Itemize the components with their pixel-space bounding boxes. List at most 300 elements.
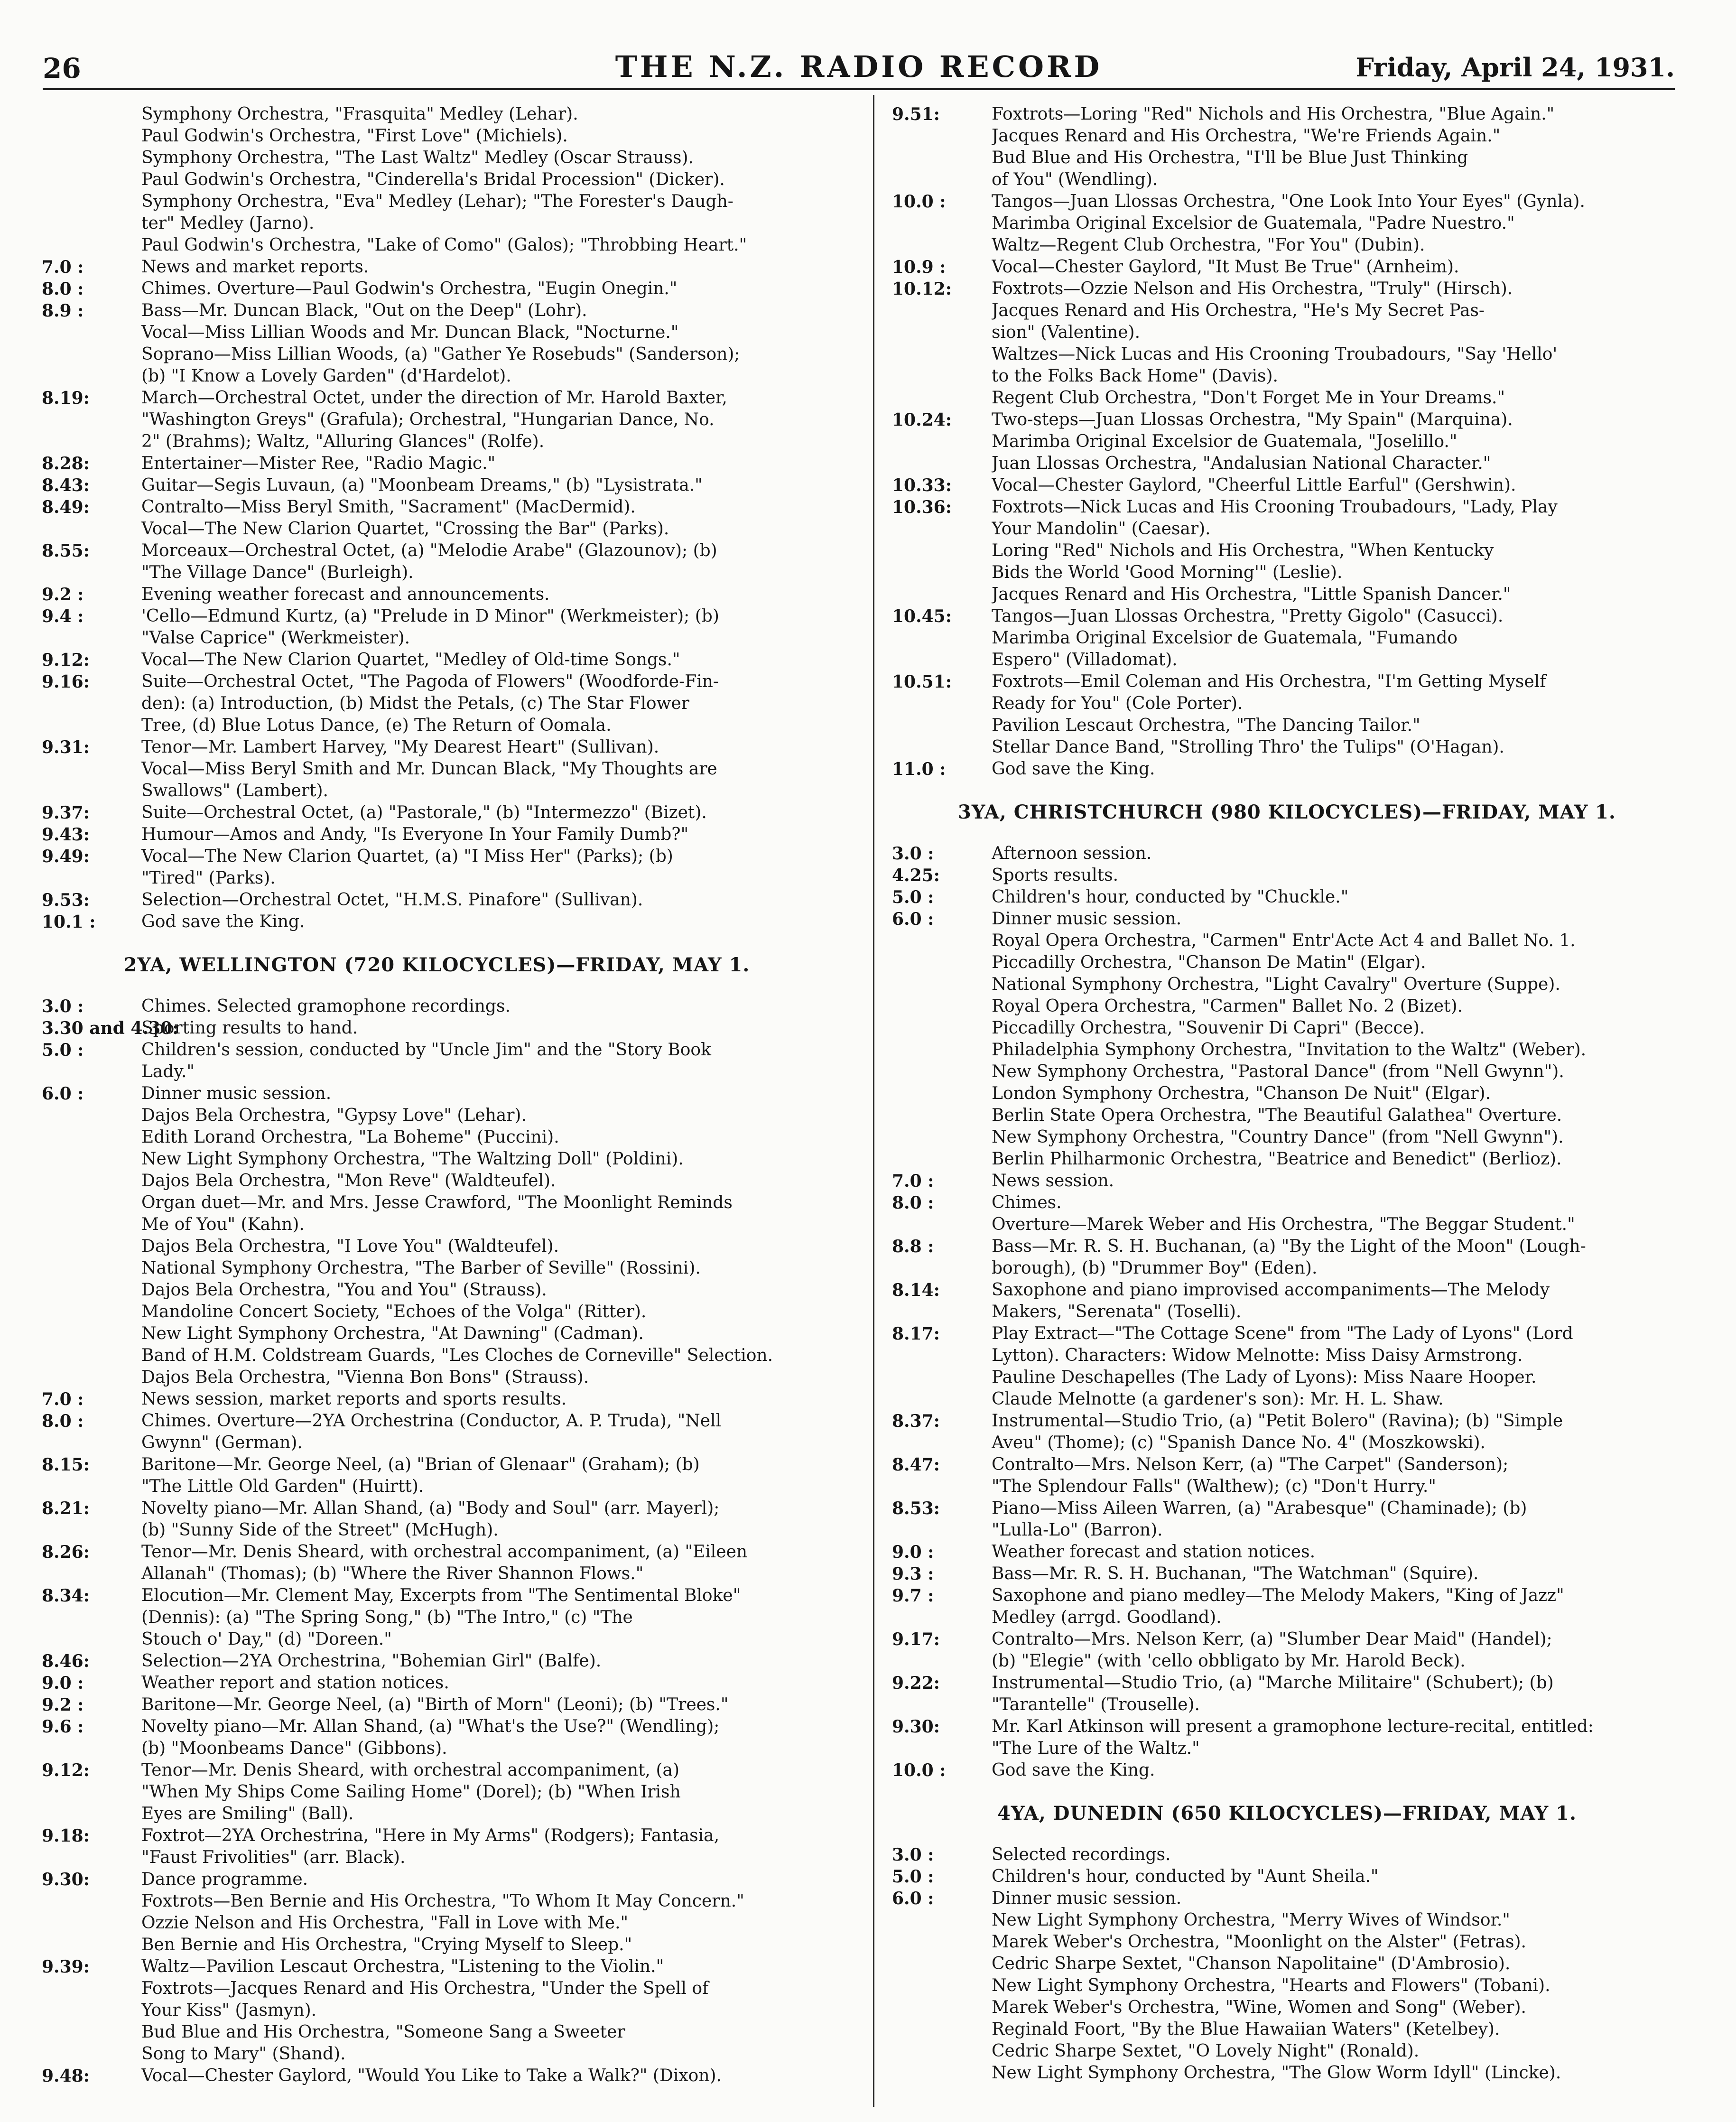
entry-line: London Symphony Orchestra, "Chanson De Nuit" (Elgar). <box>992 1084 1491 1103</box>
programme-entry <box>42 1083 832 1388</box>
entry-time: 10.36: <box>892 497 952 517</box>
programme-entry <box>892 758 1682 780</box>
entry-line: Afternoon session. <box>992 844 1152 863</box>
entry-line: (b) "Elegie" (with 'cello obbligato by Mr. Harold Beck). <box>992 1651 1466 1671</box>
entry-time: 9.53: <box>42 890 90 910</box>
entry-line: God save the King. <box>141 912 305 931</box>
entry-line: Contralto—Mrs. Nelson Kerr, (a) "The Carpet" (Sanderson); <box>992 1455 1509 1474</box>
entry-line: "The Little Old Garden" (Huirtt). <box>141 1477 424 1496</box>
programme-entry <box>42 736 832 802</box>
entry-time: 8.49: <box>42 497 90 517</box>
entry-line: Children's hour, conducted by "Aunt Sheila." <box>992 1867 1379 1886</box>
entry-line: Dinner music session. <box>141 1084 332 1103</box>
programme-entry <box>892 1410 1682 1454</box>
entry-line: Pavilion Lescaut Orchestra, "The Dancing Tailor." <box>992 716 1420 735</box>
entry-time: 3.30 and 4.30: <box>42 1018 179 1038</box>
entry-line: Swallows" (Lambert). <box>141 781 328 800</box>
entry-line: New Light Symphony Orchestra, "Merry Wives of Windsor." <box>992 1910 1510 1930</box>
right-column <box>892 103 1682 2084</box>
entry-line: Vocal—Chester Gaylord, "Cheerful Little Earful" (Gershwin). <box>992 475 1516 495</box>
entry-line: News session, market reports and sports results. <box>141 1389 567 1409</box>
entry-line: New Symphony Orchestra, "Country Dance" (from "Nell Gwynn"). <box>992 1127 1564 1147</box>
entry-line: Paul Godwin's Orchestra, "Lake of Como" (Galos); "Throbbing Heart." <box>141 235 747 255</box>
entry-line: Dajos Bela Orchestra, "Vienna Bon Bons" (Strauss). <box>141 1368 589 1387</box>
entry-line: Vocal—The New Clarion Quartet, "Medley of Old-time Songs." <box>141 650 680 670</box>
entry-line: News session. <box>992 1171 1114 1191</box>
entry-line: Cedric Sharpe Sextet, "O Lovely Night" (Ronald). <box>992 2041 1420 2061</box>
programme-entry <box>42 1956 832 2065</box>
programme-entry <box>892 671 1682 758</box>
entry-time: 8.34: <box>42 1586 90 1606</box>
entry-line: Tree, (d) Blue Lotus Dance, (e) The Return of Oomala. <box>141 716 612 735</box>
entry-line: Gwynn" (German). <box>141 1433 303 1452</box>
entry-line: Evening weather forecast and announcements. <box>141 585 550 604</box>
entry-line: Weather forecast and station notices. <box>992 1542 1316 1562</box>
entry-time: 9.2 : <box>42 1695 84 1715</box>
entry-line: Elocution—Mr. Clement May, Excerpts from "The Sentimental Bloke" <box>141 1586 741 1605</box>
programme-entry <box>892 1866 1682 1888</box>
programme-entry <box>892 1585 1682 1629</box>
entry-line: "The Lure of the Waltz." <box>992 1739 1200 1758</box>
programme-entry <box>42 1759 832 1825</box>
entry-time: 9.49: <box>42 847 90 866</box>
entry-line: Your Mandolin" (Caesar). <box>992 519 1211 539</box>
entry-line: Philadelphia Symphony Orchestra, "Invitation to the Waltz" (Weber). <box>992 1040 1587 1060</box>
entry-line: "Faust Frivolities" (arr. Black). <box>141 1848 406 1867</box>
publication-title: THE N.Z. RADIO RECORD <box>615 49 1103 84</box>
entry-line: Suite—Orchestral Octet, (a) "Pastorale," (b) "Intermezzo" (Bizet). <box>141 803 707 822</box>
entry-line: Suite—Orchestral Octet, "The Pagoda of Flowers" (Woodforde-Fin- <box>141 672 719 691</box>
entry-line: "Valse Caprice" (Werkmeister). <box>141 628 410 648</box>
entry-line: Vocal—The New Clarion Quartet, (a) "I Miss Her" (Parks); (b) <box>141 847 673 866</box>
entry-line: Morceaux—Orchestral Octet, (a) "Melodie Arabe" (Glazounov); (b) <box>141 541 717 560</box>
entry-time: 8.46: <box>42 1651 90 1671</box>
programme-entry <box>42 1672 832 1694</box>
entry-line: Dinner music session. <box>992 909 1182 929</box>
programme-entry <box>42 1498 832 1541</box>
entry-line: "Tired" (Parks). <box>141 868 276 888</box>
programme-entry <box>892 843 1682 865</box>
programme-entry <box>892 256 1682 278</box>
entry-line: Piano—Miss Aileen Warren, (a) "Arabesque" (Chaminade); (b) <box>992 1498 1527 1518</box>
entry-line: Children's session, conducted by "Uncle Jim" and the "Story Book <box>141 1040 711 1060</box>
entry-line: Mandoline Concert Society, "Echoes of the Volga" (Ritter). <box>141 1302 647 1322</box>
entry-time: 8.21: <box>42 1498 90 1518</box>
entry-line: National Symphony Orchestra, "The Barber of Seville" (Rossini). <box>141 1258 701 1278</box>
entry-time: 9.17: <box>892 1629 940 1649</box>
entry-time: 9.12: <box>42 1760 90 1780</box>
programme-entry <box>42 475 832 496</box>
entry-line: Chimes. Overture—Paul Godwin's Orchestra, "Eugin Onegin." <box>141 279 678 298</box>
entry-time: 6.0 : <box>892 1889 934 1908</box>
entry-line: (b) "Moonbeams Dance" (Gibbons). <box>141 1739 447 1758</box>
entry-line: "Lulla-Lo" (Barron). <box>992 1520 1163 1540</box>
entry-time: 4.25: <box>892 866 940 885</box>
entry-line: Baritone—Mr. George Neel, (a) "Birth of Morn" (Leoni); (b) "Trees." <box>141 1695 729 1714</box>
programme-entry <box>892 865 1682 886</box>
entry-time: 7.0 : <box>42 1389 84 1409</box>
entry-line: New Symphony Orchestra, "Pastoral Dance" (from "Nell Gwynn"). <box>992 1062 1564 1081</box>
entry-line: Marek Weber's Orchestra, "Wine, Women and Song" (Weber). <box>992 1998 1527 2017</box>
programme-entry <box>42 1017 832 1039</box>
entry-time: 9.18: <box>42 1826 90 1846</box>
entry-time: 7.0 : <box>42 257 84 277</box>
entry-line: Stouch o' Day," (d) "Doreen." <box>141 1629 392 1649</box>
entry-time: 10.1 : <box>42 912 96 932</box>
entry-line: Tenor—Mr. Denis Sheard, with orchestral accompaniment, (a) <box>141 1760 679 1780</box>
entry-line: Foxtrots—Ben Bernie and His Orchestra, "To Whom It May Concern." <box>141 1891 744 1911</box>
entry-line: Edith Lorand Orchestra, "La Boheme" (Puccini). <box>141 1127 559 1147</box>
entry-line: Weather report and station notices. <box>141 1673 449 1693</box>
entry-time: 8.0 : <box>42 279 84 299</box>
entry-line: Foxtrot—2YA Orchestrina, "Here in My Arms" (Rodgers); Fantasia, <box>141 1826 720 1845</box>
programme-entry <box>42 278 832 300</box>
entry-time: 8.37: <box>892 1411 940 1431</box>
entry-line: Soprano—Miss Lillian Woods, (a) "Gather Ye Rosebuds" (Sanderson); <box>141 344 740 364</box>
programme-entry <box>892 1170 1682 1192</box>
entry-line: Me of You" (Kahn). <box>141 1215 305 1234</box>
entry-line: Waltzes—Nick Lucas and His Crooning Troubadours, "Say 'Hello' <box>992 344 1558 364</box>
entry-time: 9.48: <box>42 2066 90 2086</box>
entry-line: March—Orchestral Octet, under the direction of Mr. Harold Baxter, <box>141 388 727 408</box>
entry-time: 9.39: <box>42 1957 90 1977</box>
entry-line: Medley (arrgd. Goodland). <box>992 1608 1222 1627</box>
programme-entry <box>892 1498 1682 1541</box>
entry-time: 10.0 : <box>892 1760 946 1780</box>
entry-line: Marimba Original Excelsior de Guatemala, "Joselillo." <box>992 432 1457 451</box>
entry-line: 'Cello—Edmund Kurtz, (a) "Prelude in D Minor" (Werkmeister); (b) <box>141 606 719 626</box>
entry-line: Symphony Orchestra, "The Last Waltz" Medley (Oscar Strauss). <box>141 148 694 168</box>
entry-time: 8.26: <box>42 1542 90 1562</box>
entry-time: 5.0 : <box>892 1867 934 1887</box>
programme-entry <box>42 1716 832 1759</box>
programme-entry <box>892 1236 1682 1279</box>
entry-line: Play Extract—"The Cottage Scene" from "The Lady of Lyons" (Lord <box>992 1324 1573 1343</box>
programme-entry <box>892 1844 1682 1866</box>
programme-entry <box>42 300 832 387</box>
entry-line: Waltz—Pavilion Lescaut Orchestra, "Listening to the Violin." <box>141 1957 664 1976</box>
entry-time: 8.8 : <box>892 1237 934 1256</box>
entry-line: "The Splendour Falls" (Walthew); (c) "Don't Hurry." <box>992 1477 1436 1496</box>
entry-line: Vocal—Miss Lillian Woods and Mr. Duncan Black, "Nocturne." <box>141 323 679 342</box>
programme-entry <box>892 1759 1682 1781</box>
programme-entry <box>42 540 832 584</box>
entry-time: 9.12: <box>42 650 90 670</box>
entry-line: "Washington Greys" (Grafula); Orchestral, "Hungarian Dance, No. <box>141 410 715 429</box>
entry-line: Dajos Bela Orchestra, "You and You" (Strauss). <box>141 1280 547 1300</box>
entry-time: 9.6 : <box>42 1717 84 1737</box>
programme-entry <box>892 908 1682 1170</box>
entry-line: Claude Melnotte (a gardener's son): Mr. H. L. Shaw. <box>992 1389 1444 1409</box>
entry-time: 8.47: <box>892 1455 940 1475</box>
entry-line: Dajos Bela Orchestra, "Mon Reve" (Waldteufel). <box>141 1171 556 1191</box>
entry-time: 9.37: <box>42 803 90 823</box>
entry-line: Foxtrots—Emil Coleman and His Orchestra, "I'm Getting Myself <box>992 672 1546 691</box>
entry-time: 10.0 : <box>892 192 946 212</box>
programme-entry <box>42 911 832 933</box>
programme-entry <box>42 584 832 605</box>
entry-line: Novelty piano—Mr. Allan Shand, (a) "What's the Use?" (Wendling); <box>141 1717 720 1736</box>
entry-line: Tenor—Mr. Denis Sheard, with orchestral accompaniment, (a) "Eileen <box>141 1542 748 1562</box>
entry-line: Symphony Orchestra, "Frasquita" Medley (Lehar). <box>141 104 578 124</box>
entry-line: Band of H.M. Coldstream Guards, "Les Cloches de Corneville" Selection. <box>141 1346 773 1365</box>
entry-line: Novelty piano—Mr. Allan Shand, (a) "Body and Soul" (arr. Mayerl); <box>141 1498 720 1518</box>
programme-entry <box>42 1585 832 1650</box>
entry-line: Stellar Dance Band, "Strolling Thro' the Tulips" (O'Hagan). <box>992 737 1504 757</box>
entry-line: Selected recordings. <box>992 1845 1171 1864</box>
programme-entry <box>42 2065 832 2087</box>
entry-time: 11.0 : <box>892 759 946 779</box>
programme-entry <box>892 409 1682 475</box>
entry-line: Saxophone and piano improvised accompaniments—The Melody <box>992 1280 1550 1300</box>
entry-line: Waltz—Regent Club Orchestra, "For You" (Dubin). <box>992 235 1425 255</box>
page-header <box>43 46 1675 90</box>
entry-line: Bud Blue and His Orchestra, "Someone Sang a Sweeter <box>141 2022 625 2042</box>
entry-line: Dajos Bela Orchestra, "Gypsy Love" (Lehar). <box>141 1106 527 1125</box>
entry-line: Children's hour, conducted by "Chuckle." <box>992 887 1349 907</box>
station-heading: 3YA, CHRISTCHURCH (980 KILOCYCLES)—FRIDAY, MAY 1. <box>958 801 1616 823</box>
programme-entry <box>892 605 1682 671</box>
entry-time: 9.31: <box>42 737 90 757</box>
entry-time: 9.30: <box>42 1870 90 1889</box>
entry-line: Foxtrots—Jacques Renard and His Orchestra, "Under the Spell of <box>141 1979 709 1998</box>
entry-time: 9.3 : <box>892 1564 934 1584</box>
entry-line: Piccadilly Orchestra, "Souvenir Di Capri" (Becce). <box>992 1018 1425 1038</box>
issue-date: Friday, April 24, 1931. <box>1355 52 1675 83</box>
entry-time: 6.0 : <box>892 909 934 929</box>
entry-line: Bud Blue and His Orchestra, "I'll be Blue Just Thinking <box>992 148 1468 168</box>
programme-entry <box>892 496 1682 605</box>
entry-line: Dance programme. <box>141 1870 308 1889</box>
entry-line: News and market reports. <box>141 257 369 277</box>
entry-line: Aveu" (Thome); (c) "Spanish Dance No. 4" (Moszkowski). <box>992 1433 1485 1452</box>
entry-line: Makers, "Serenata" (Toselli). <box>992 1302 1242 1322</box>
entry-line: Bids the World 'Good Morning'" (Leslie). <box>992 563 1343 582</box>
station-heading: 4YA, DUNEDIN (650 KILOCYCLES)—FRIDAY, MAY 1. <box>997 1802 1577 1824</box>
programme-entry <box>892 191 1682 256</box>
entry-line: Jacques Renard and His Orchestra, "We're Friends Again." <box>992 126 1501 146</box>
programme-entry <box>892 1563 1682 1585</box>
entry-line: borough), (b) "Drummer Boy" (Eden). <box>992 1258 1318 1278</box>
entry-line: "The Village Dance" (Burleigh). <box>141 563 414 582</box>
entry-line: Foxtrots—Loring "Red" Nichols and His Orchestra, "Blue Again." <box>992 104 1555 124</box>
programme-entry <box>42 256 832 278</box>
programme-entry <box>42 1694 832 1716</box>
entry-line: Contralto—Mrs. Nelson Kerr, (a) "Slumber Dear Maid" (Handel); <box>992 1629 1552 1649</box>
entry-time: 8.53: <box>892 1498 940 1518</box>
entry-line: Regent Club Orchestra, "Don't Forget Me in Your Dreams." <box>992 388 1505 408</box>
entry-line: "Tarantelle" (Trouselle). <box>992 1695 1200 1714</box>
entry-line: Ozzie Nelson and His Orchestra, "Fall in Love with Me." <box>141 1913 629 1933</box>
programme-entry <box>892 475 1682 496</box>
programme-entry <box>892 1541 1682 1563</box>
entry-line: Two-steps—Juan Llossas Orchestra, "My Spain" (Marquina). <box>992 410 1513 429</box>
entry-line: Overture—Marek Weber and His Orchestra, "The Beggar Student." <box>992 1215 1575 1234</box>
entry-time: 8.43: <box>42 475 90 495</box>
entry-time: 9.7 : <box>892 1586 934 1606</box>
entry-line: of You" (Wendling). <box>992 170 1158 189</box>
entry-line: Baritone—Mr. George Neel, (a) "Brian of Glenaar" (Graham); (b) <box>141 1455 700 1474</box>
programme-entry <box>42 649 832 671</box>
entry-time: 3.0 : <box>42 996 84 1016</box>
entry-time: 10.9 : <box>892 257 946 277</box>
entry-line: Jacques Renard and His Orchestra, "He's My Secret Pas- <box>992 301 1485 320</box>
entry-line: Entertainer—Mister Ree, "Radio Magic." <box>141 454 496 473</box>
programme-entry <box>42 802 832 824</box>
entry-line: Allanah" (Thomas); (b) "Where the River Shannon Flows." <box>141 1564 644 1583</box>
programme-entry <box>42 824 832 846</box>
entry-line: Bass—Mr. R. S. H. Buchanan, (a) "By the Light of the Moon" (Lough- <box>992 1237 1586 1256</box>
entry-line: Lady." <box>141 1062 195 1081</box>
programme-entry <box>42 1039 832 1083</box>
programme-entry <box>42 889 832 911</box>
entry-line: Contralto—Miss Beryl Smith, "Sacrament" (MacDermid). <box>141 497 636 517</box>
programme-entry <box>42 1388 832 1410</box>
entry-time: 6.0 : <box>42 1084 84 1104</box>
entry-time: 8.15: <box>42 1455 90 1475</box>
entry-time: 3.0 : <box>892 1845 934 1865</box>
entry-line: New Light Symphony Orchestra, "At Dawning" (Cadman). <box>141 1324 644 1343</box>
entry-time: 5.0 : <box>892 887 934 907</box>
programme-entry <box>42 1410 832 1454</box>
entry-time: 9.2 : <box>42 585 84 605</box>
entry-line: Sports results. <box>992 866 1119 885</box>
entry-line: Tangos—Juan Llossas Orchestra, "One Look Into Your Eyes" (Gynla). <box>992 192 1585 211</box>
entry-line: Paul Godwin's Orchestra, "First Love" (Michiels). <box>141 126 568 146</box>
programme-entry <box>42 496 832 540</box>
programme-entry <box>42 846 832 889</box>
entry-line: (b) "Sunny Side of the Street" (McHugh). <box>141 1520 499 1540</box>
entry-line: Reginald Foort, "By the Blue Hawaiian Waters" (Ketelbey). <box>992 2020 1500 2039</box>
entry-time: 8.55: <box>42 541 90 561</box>
programme-entry <box>42 387 832 453</box>
programme-entry <box>42 1541 832 1585</box>
entry-line: Loring "Red" Nichols and His Orchestra, "When Kentucky <box>992 541 1494 560</box>
programme-entry <box>892 1672 1682 1716</box>
entry-line: Chimes. <box>992 1193 1062 1212</box>
entry-line: Symphony Orchestra, "Eva" Medley (Lehar); "The Forester's Daugh- <box>141 192 733 211</box>
programme-entry <box>892 1888 1682 2084</box>
entry-line: sion" (Valentine). <box>992 323 1141 342</box>
entry-time: 9.0 : <box>42 1673 84 1693</box>
column-divider <box>873 95 874 2107</box>
entry-time: 9.0 : <box>892 1542 934 1562</box>
programme-entry <box>42 453 832 475</box>
entry-line: Instrumental—Studio Trio, (a) "Marche Militaire" (Schubert); (b) <box>992 1673 1554 1693</box>
programme-entry <box>42 1825 832 1869</box>
programme-entry <box>42 103 832 256</box>
entry-line: New Light Symphony Orchestra, "The Glow Worm Idyll" (Lincke). <box>992 2063 1561 2083</box>
programme-entry <box>42 996 832 1017</box>
entry-line: Tangos—Juan Llossas Orchestra, "Pretty Gigolo" (Casucci). <box>992 606 1504 626</box>
programme-entry <box>42 605 832 649</box>
programme-entry <box>42 1869 832 1956</box>
entry-line: Eyes are Smiling" (Ball). <box>141 1804 354 1824</box>
entry-time: 10.45: <box>892 606 952 626</box>
entry-line: Humour—Amos and Andy, "Is Everyone In Your Family Dumb?" <box>141 825 689 844</box>
entry-time: 10.33: <box>892 475 952 495</box>
entry-line: Marek Weber's Orchestra, "Moonlight on the Alster" (Fetras). <box>992 1932 1526 1952</box>
programme-entry <box>42 671 832 736</box>
entry-time: 9.43: <box>42 825 90 845</box>
entry-time: 8.0 : <box>892 1193 934 1213</box>
programme-entry <box>892 1454 1682 1498</box>
entry-line: Selection—Orchestral Octet, "H.M.S. Pinafore" (Sullivan). <box>141 890 643 910</box>
entry-time: 8.0 : <box>42 1411 84 1431</box>
entry-line: Royal Opera Orchestra, "Carmen" Entr'Acte Act 4 and Ballet No. 1. <box>992 931 1576 950</box>
entry-time: 8.17: <box>892 1324 940 1344</box>
entry-time: 9.22: <box>892 1673 940 1693</box>
entry-line: God save the King. <box>992 1760 1155 1780</box>
entry-line: Paul Godwin's Orchestra, "Cinderella's Bridal Procession" (Dicker). <box>141 170 725 189</box>
entry-line: Chimes. Selected gramophone recordings. <box>141 996 511 1016</box>
entry-line: (Dennis): (a) "The Spring Song," (b) "The Intro," (c) "The <box>141 1608 633 1627</box>
programme-entry <box>892 1192 1682 1236</box>
entry-time: 10.12: <box>892 279 952 299</box>
entry-line: Bass—Mr. Duncan Black, "Out on the Deep" (Lohr). <box>141 301 587 320</box>
entry-line: Foxtrots—Ozzie Nelson and His Orchestra, "Truly" (Hirsch). <box>992 279 1513 298</box>
entry-time: 9.51: <box>892 104 940 124</box>
entry-time: 9.4 : <box>42 606 84 626</box>
entry-time: 10.24: <box>892 410 952 430</box>
entry-line: Your Kiss" (Jasmyn). <box>141 2001 317 2020</box>
entry-line: (b) "I Know a Lovely Garden" (d'Hardelot). <box>141 366 511 386</box>
entry-line: Sporting results to hand. <box>141 1018 358 1038</box>
entry-line: ter" Medley (Jarno). <box>141 214 315 233</box>
programme-entry <box>892 1323 1682 1410</box>
left-column <box>42 103 832 2087</box>
entry-line: Foxtrots—Nick Lucas and His Crooning Troubadours, "Lady, Play <box>992 497 1558 517</box>
entry-line: Chimes. Overture—2YA Orchestrina (Conductor, A. P. Truda), "Nell <box>141 1411 722 1431</box>
programme-entry <box>892 103 1682 191</box>
entry-line: New Light Symphony Orchestra, "The Waltzing Doll" (Poldini). <box>141 1149 684 1169</box>
entry-line: 2" (Brahms); Waltz, "Alluring Glances" (Rolfe). <box>141 432 545 451</box>
entry-time: 8.28: <box>42 454 90 474</box>
entry-line: Vocal—Miss Beryl Smith and Mr. Duncan Black, "My Thoughts are <box>141 759 717 779</box>
entry-line: Guitar—Segis Luvaun, (a) "Moonbeam Dreams," (b) "Lysistrata." <box>141 475 703 495</box>
entry-line: Royal Opera Orchestra, "Carmen" Ballet No. 2 (Bizet). <box>992 996 1463 1016</box>
entry-line: Tenor—Mr. Lambert Harvey, "My Dearest Heart" (Sullivan). <box>141 737 659 757</box>
page-number: 26 <box>43 52 81 84</box>
entry-line: Vocal—The New Clarion Quartet, "Crossing the Bar" (Parks). <box>141 519 669 539</box>
entry-line: Marimba Original Excelsior de Guatemala, "Padre Nuestro." <box>992 214 1515 233</box>
entry-time: 9.16: <box>42 672 90 692</box>
entry-line: Berlin Philharmonic Orchestra, "Beatrice and Benedict" (Berlioz). <box>992 1149 1562 1169</box>
entry-line: Selection—2YA Orchestrina, "Bohemian Girl" (Balfe). <box>141 1651 602 1671</box>
entry-line: Saxophone and piano medley—The Melody Makers, "King of Jazz" <box>992 1586 1564 1605</box>
entry-line: Ben Bernie and His Orchestra, "Crying Myself to Sleep." <box>141 1935 632 1954</box>
entry-line: den): (a) Introduction, (b) Midst the Petals, (c) The Star Flower <box>141 694 689 713</box>
entry-time: 7.0 : <box>892 1171 934 1191</box>
entry-time: 8.9 : <box>42 301 84 321</box>
entry-line: Jacques Renard and His Orchestra, "Little Spanish Dancer." <box>992 585 1511 604</box>
entry-time: 8.14: <box>892 1280 940 1300</box>
entry-line: Espero" (Villadomat). <box>992 650 1178 670</box>
programme-entry <box>42 1650 832 1672</box>
entry-time: 8.19: <box>42 388 90 408</box>
entry-time: 5.0 : <box>42 1040 84 1060</box>
entry-line: Piccadilly Orchestra, "Chanson De Matin" (Elgar). <box>992 953 1426 972</box>
entry-line: Bass—Mr. R. S. H. Buchanan, "The Watchman" (Squire). <box>992 1564 1479 1583</box>
programme-entry <box>892 278 1682 409</box>
station-heading: 2YA, WELLINGTON (720 KILOCYCLES)—FRIDAY, MAY 1. <box>123 954 750 976</box>
entry-line: New Light Symphony Orchestra, "Hearts and Flowers" (Tobani). <box>992 1976 1550 1995</box>
entry-line: God save the King. <box>992 759 1155 779</box>
entry-time: 3.0 : <box>892 844 934 864</box>
entry-line: Pauline Deschapelles (The Lady of Lyons): Miss Naare Hooper. <box>992 1368 1537 1387</box>
entry-line: Dajos Bela Orchestra, "I Love You" (Waldteufel). <box>141 1237 559 1256</box>
entry-line: "When My Ships Come Sailing Home" (Dorel); (b) "When Irish <box>141 1782 681 1802</box>
